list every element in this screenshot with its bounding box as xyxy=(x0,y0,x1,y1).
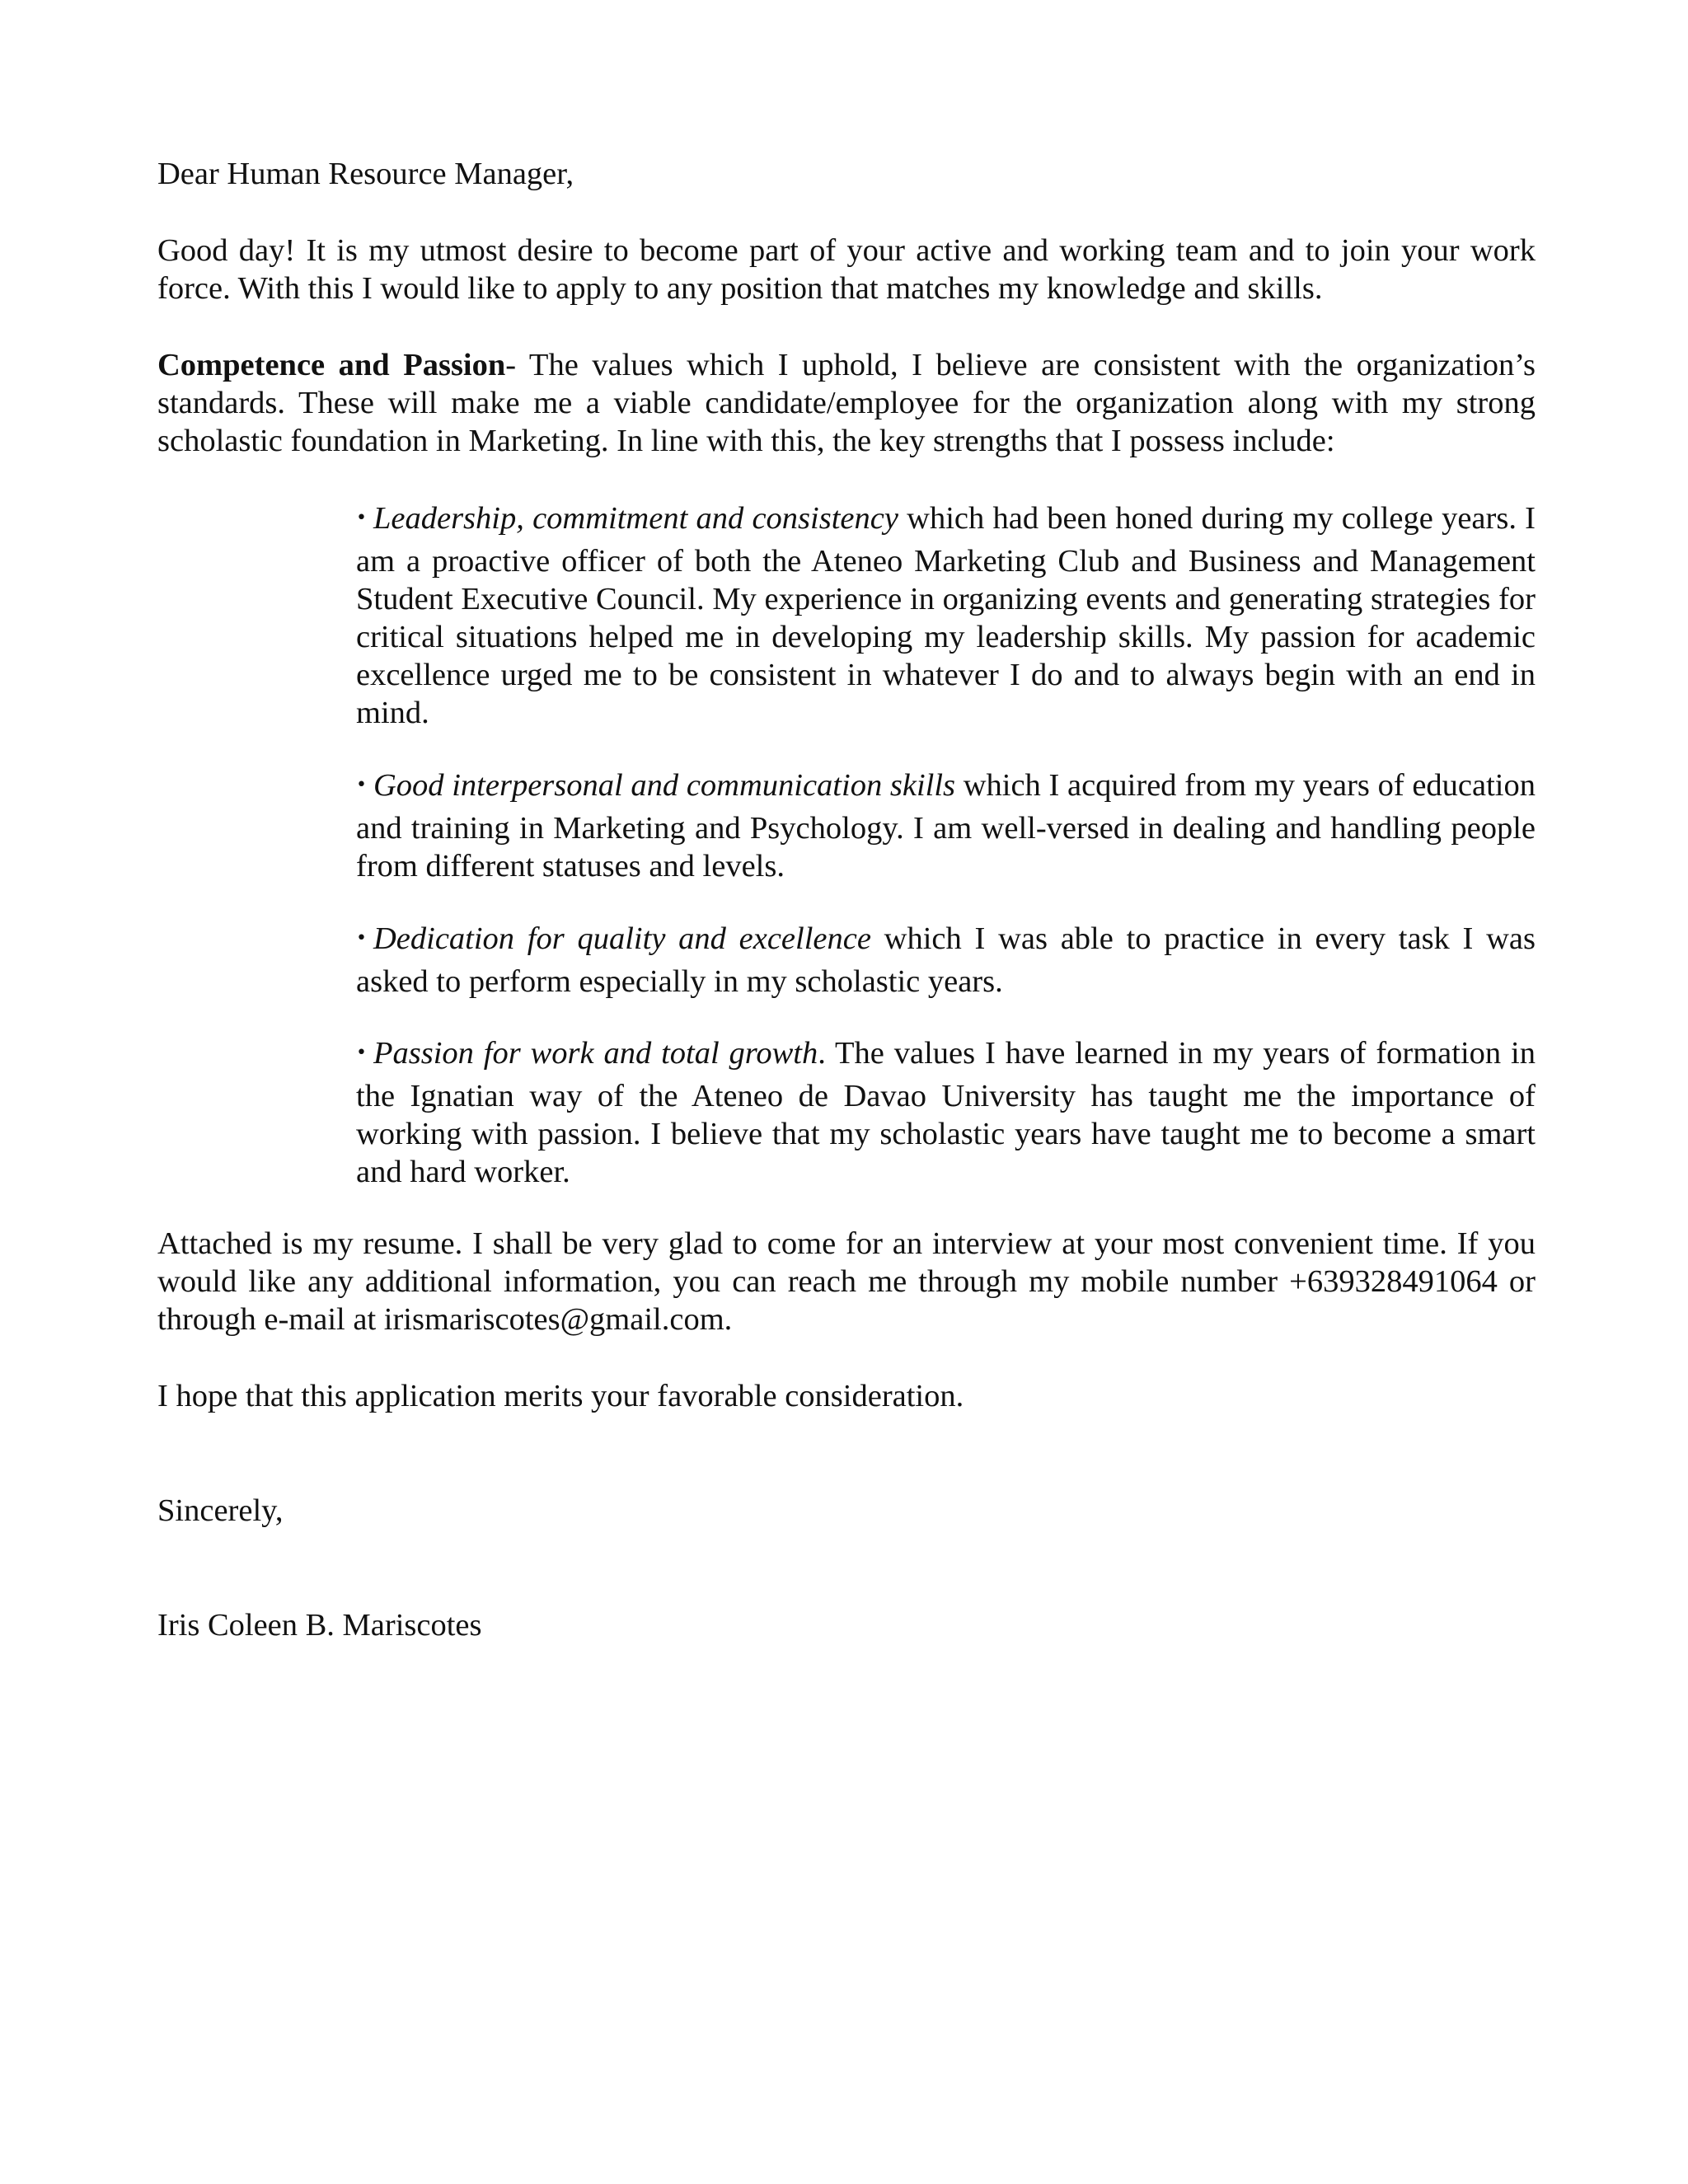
bullet-icon: • xyxy=(356,775,367,795)
strength-text: which I was able to practice in every task I was asked to perform especially in my scholastic years. xyxy=(356,921,1536,999)
bullet-icon: • xyxy=(356,1043,367,1063)
competence-text: - The values which I uphold, I believe are consistent with the organization’s standards. These will make me a viable candidate/employee for the organization along with my strong scholastic foundation in Marketing. In line with this, the key strengths that I possess include: xyxy=(157,348,1536,458)
strength-item-interpersonal xyxy=(356,766,1536,885)
closing: Sincerely, xyxy=(157,1493,284,1528)
strength-text: which I acquired from my years of education and training in Marketing and Psychology. I am well-versed in dealing and handling people from different statuses and levels. xyxy=(356,768,1536,883)
competence-heading: Competence and Passion xyxy=(157,348,506,382)
competence-paragraph xyxy=(157,346,1536,460)
bullet-icon: • xyxy=(356,508,367,528)
attachment-paragraph: Attached is my resume. I shall be very glad to come for an interview at your most convenient time. If you would like any additional information, you can reach me through my mobile number +639328491064 or through e-mail at irismariscotes@gmail.com. xyxy=(157,1226,1536,1337)
strength-title: Good interpersonal and communication skills xyxy=(373,768,956,803)
salutation: Dear Human Resource Manager, xyxy=(157,157,574,191)
strength-title: Leadership, commitment and consistency xyxy=(373,501,898,536)
strength-item-dedication xyxy=(356,920,1536,1001)
strength-item-passion xyxy=(356,1034,1536,1191)
strength-text: . The values I have learned in my years of formation in the Ignatian way of the Ateneo de Davao University has taught me the importance of working with passion. I believe that my scholastic years have taught me to become a smart and hard worker. xyxy=(356,1036,1536,1189)
strength-text: which had been honed during my college years. I am a proactive officer of both the Ateneo Marketing Club and Business and Management Student Executive Council. My experience in organizing events and generating strategies for critical situations helped me in developing my leadership skills. My passion for academic excellence urged me to be consistent in whatever I do and to always begin with an end in mind. xyxy=(356,501,1536,730)
hope-paragraph: I hope that this application merits your favorable consideration. xyxy=(157,1379,964,1413)
strength-item-leadership xyxy=(356,499,1536,732)
intro-paragraph: Good day! It is my utmost desire to become part of your active and working team and to join your work force. With this I would like to apply to any position that matches my knowledge and skills. xyxy=(157,233,1536,306)
strength-title: Passion for work and total growth xyxy=(373,1036,818,1071)
signature-name: Iris Coleen B. Mariscotes xyxy=(157,1608,482,1643)
strength-title: Dedication for quality and excellence xyxy=(373,921,871,956)
bullet-icon: • xyxy=(356,928,367,949)
